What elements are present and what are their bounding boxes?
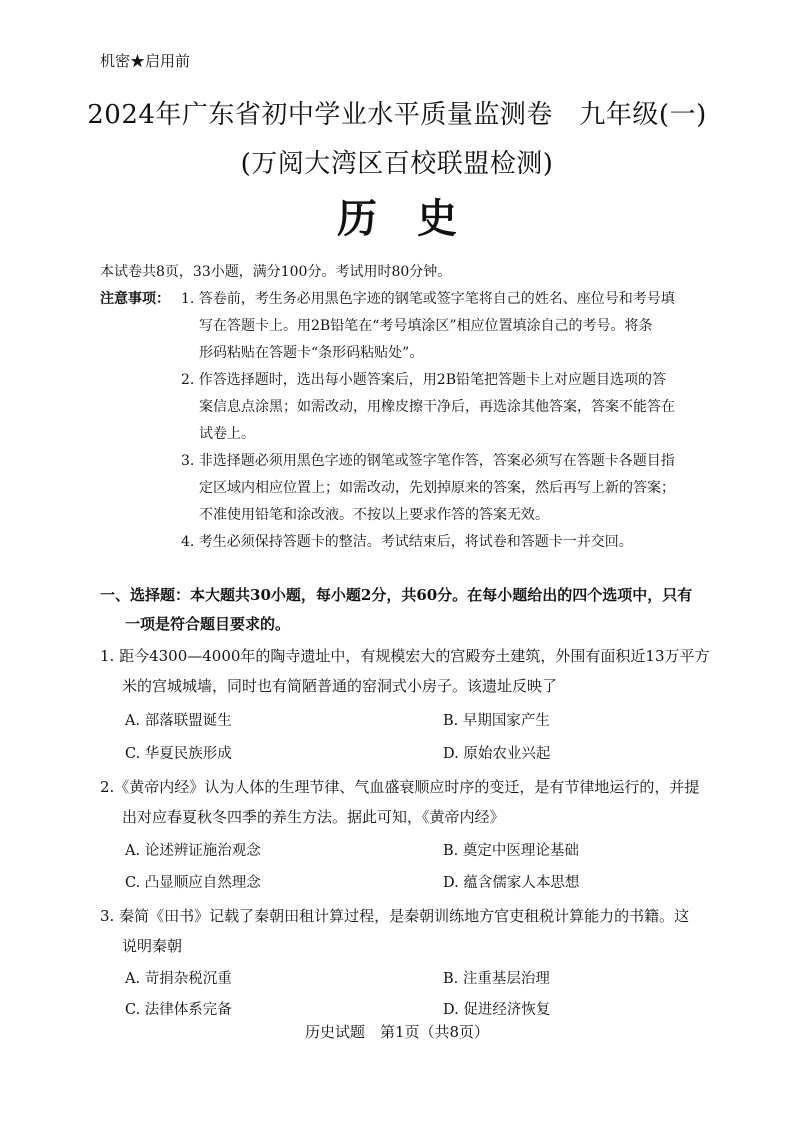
notice-line: 1. 答卷前，考生务必用黑色字迹的钢笔或签字笔将自己的姓名、座位号和考号填 [181,291,675,307]
question-1-option-c[interactable]: C. 华夏民族形成 [125,746,232,762]
question-2-text-cont: 出对应春夏秋冬四季的养生方法。据此可知，《黄帝内经》 [122,808,505,826]
notice-line: 案信息点涂黑；如需改动，用橡皮擦干净后，再选涂其他答案，答案不能答在 [199,399,675,415]
question-2-option-b[interactable]: B. 奠定中医理论基础 [443,843,579,859]
question-3-text-cont: 说明秦朝 [122,937,183,955]
notice-line: 3. 非选择题必须用黑色字迹的钢笔或签字笔作答，答案必须写在答题卡各题目指 [181,453,675,469]
question-1-text: 1. 距今4300—4000年的陶寺遗址中，有规模宏大的宫殿夯土建筑，外围有面积近13万平方 [100,647,710,665]
question-2-option-a[interactable]: A. 论述辨证施治观念 [125,843,261,859]
section-heading: 一、选择题：本大题共30小题，每小题2分，共60分。在每小题给出的四个选项中，只有 [100,586,693,604]
notice-line: 试卷上。 [199,426,255,442]
page-footer: 历史试题 第1页（共8页） [304,1023,490,1041]
notice-line: 形码粘贴在答题卡“条形码粘贴处”。 [199,345,424,361]
question-2-option-d[interactable]: D. 蕴含儒家人本思想 [443,875,580,891]
question-3-option-a[interactable]: A. 苛捐杂税沉重 [125,971,232,987]
question-3-option-b[interactable]: B. 注重基层治理 [443,971,550,987]
question-1-option-d[interactable]: D. 原始农业兴起 [443,746,551,762]
exam-info: 本试卷共8页，33小题，满分100分。考试用时80分钟。 [100,264,452,280]
subject-title: 历史 [337,195,497,242]
notice-line: 4. 考生必须保持答题卡的整洁。考试结束后，将试卷和答题卡一并交回。 [181,534,633,550]
notice-line: 写在答题卡上。用2B铅笔在“考号填涂区”相应位置填涂自己的考号。将条 [199,318,653,334]
exam-title: 2024年广东省初中学业水平质量监测卷 九年级(一) [87,100,707,130]
question-1-option-a[interactable]: A. 部落联盟诞生 [125,713,232,729]
question-3-option-d[interactable]: D. 促进经济恢复 [443,1002,551,1018]
exam-subtitle: (万阅大湾区百校联盟检测) [240,149,554,179]
question-3-option-c[interactable]: C. 法律体系完备 [125,1002,232,1018]
notice-line: 2. 作答选择题时，选出每小题答案后，用2B铅笔把答题卡上对应题目选项的答 [181,372,667,388]
question-2-text: 2.《黄帝内经》认为人体的生理节律、气血盛衰顺应时序的变迁，是有节律地运行的，并提 [100,778,700,796]
question-3-text: 3. 秦简《田书》记载了秦朝田租计算过程，是秦朝训练地方官吏租税计算能力的书籍。这 [100,907,690,925]
notice-label: 注意事项： [100,291,170,307]
question-2-option-c[interactable]: C. 凸显顺应自然理念 [125,875,261,891]
question-1-text-cont: 米的宫城城墙，同时也有简陋普通的窑洞式小房子。该遗址反映了 [122,677,558,695]
confidential-label: 机密★启用前 [100,52,191,70]
question-1-option-b[interactable]: B. 早期国家产生 [443,713,550,729]
notice-line: 不准使用铅笔和涂改液。不按以上要求作答的答案无效。 [199,507,549,523]
section-heading-cont: 一项是符合题目要求的。 [125,615,291,633]
notice-line: 定区域内相应位置上；如需改动，先划掉原来的答案，然后再写上新的答案； [199,480,675,496]
